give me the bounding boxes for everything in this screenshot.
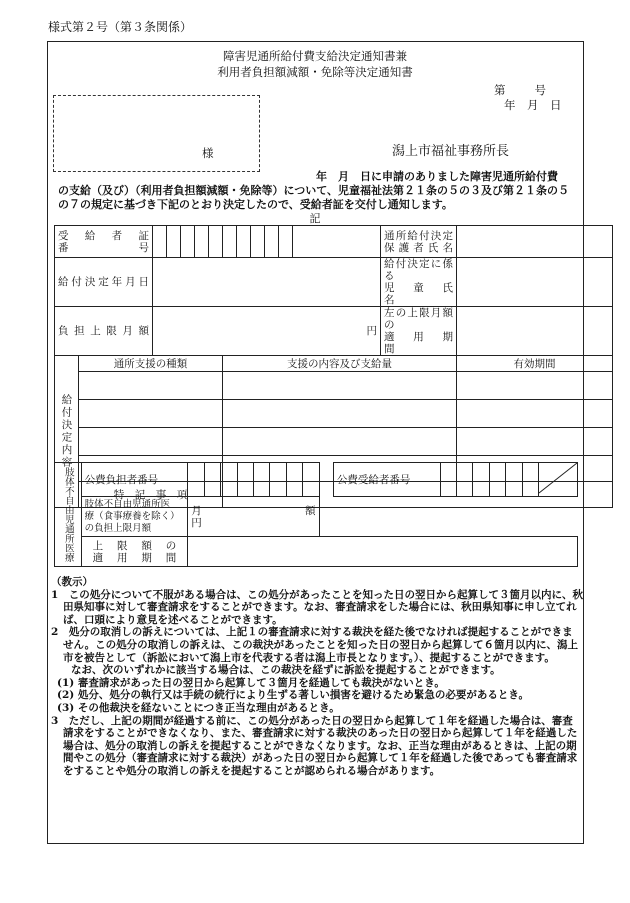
slash-mark (539, 463, 577, 493)
recipient-no-digit[interactable] (237, 226, 251, 258)
decision-date-label: 給付決定年月日 (55, 258, 153, 307)
recipient-address-box (53, 95, 260, 172)
instructions-heading: （教示） (51, 576, 93, 588)
service-type-cell[interactable] (79, 372, 223, 400)
service-amount-cell[interactable] (223, 372, 457, 400)
instruction-2-item-3: (3) その他裁決を経ないことにつき正当な理由があるとき。 (57, 701, 340, 714)
instructions (51, 576, 583, 778)
col-service-type: 通所支援の種類 (79, 356, 223, 372)
table-blank (319, 497, 577, 537)
valid-period-cell[interactable] (457, 372, 613, 400)
medical-care-label: 肢体不自由児通所医療 (55, 463, 82, 567)
benefit-content-label: 給付決定内容 (55, 356, 79, 508)
instruction-2: 2 処分の取消しの訴えについては、上記１の審査請求に対する裁決を経た後でなければ提起することができません。この処分の取消しの訴えは、この裁決があったことを知った日の翌日から起算して６箇月以内に、潟上市を被告として（訴訟において潟上市を代表する者は潟上市長となります。）、提起することができます。 (51, 626, 579, 664)
recipient-suffix: 様 (202, 146, 214, 160)
instruction-2-item-2: (2) 処分、処分の執行又は手続の続行により生ずる著しい損害を避けるため緊急の必要があるとき。 (57, 689, 529, 702)
medical-table (54, 462, 578, 567)
amount-label: 額 (305, 504, 316, 517)
sender-name: 潟上市福祉事務所長 (392, 144, 510, 159)
recipient-no-digit[interactable] (265, 226, 279, 258)
document-title: 障害児通所給付費支給決定通知書兼 (223, 49, 407, 63)
payer-no-digit[interactable] (221, 463, 237, 497)
intro-body: の支給（及び）（利用者負担額減額・免除等）について、児童福祉法第２１条の５の３及び第２１条の５の７の規定に基づき下記のとおり決定したので、受給者証を交付し通知します。 (58, 184, 570, 211)
limit-amount-field[interactable]: 円 (153, 307, 381, 356)
recipient-no-digit[interactable] (181, 226, 195, 258)
service-amount-cell[interactable] (223, 400, 457, 428)
decision-date-field[interactable] (153, 258, 381, 307)
medical-period-field[interactable] (188, 537, 578, 567)
public-recipient-no-digit[interactable] (489, 463, 505, 497)
child-name-field[interactable] (457, 258, 613, 307)
recipient-no-digit[interactable] (153, 226, 167, 258)
limit-period-label: 左の上限月額の 適 用 期 間 (381, 307, 457, 356)
medical-limit-label: 肢体不自由児通所医 療（食事療養を除く） の負担上限月額 (81, 497, 188, 537)
payer-no-digit[interactable] (270, 463, 286, 497)
payer-no-digit[interactable] (286, 463, 302, 497)
limit-period-field[interactable] (457, 307, 613, 356)
yen-label: 円 (191, 516, 202, 529)
service-type-cell[interactable] (79, 428, 223, 456)
public-recipient-no-digit[interactable] (522, 463, 538, 497)
recipient-no-digit[interactable] (279, 226, 293, 258)
document-subtitle: 利用者負担額減額・免除等決定通知書 (217, 65, 413, 79)
medical-period-label: 上 限 額 の 適 用 期 間 (81, 537, 188, 567)
table-gap (319, 463, 333, 497)
instruction-1: 1 この処分について不服がある場合は、この処分があったことを知った日の翌日から起算して３箇月以内に、秋田県知事に対して審査請求をすることができます。なお、審査請求をした場合には、秋田県知事に申し立てれば、口頭により意見を述べることができます。 (51, 588, 583, 626)
public-recipient-no-label: 公費受給者番号 (333, 463, 440, 497)
service-amount-cell[interactable] (223, 428, 457, 456)
recipient-no-digit[interactable] (167, 226, 181, 258)
col-valid-period: 有効期間 (457, 356, 613, 372)
col-service-amount: 支援の内容及び支給量 (223, 356, 457, 372)
recipient-no-digit[interactable] (223, 226, 237, 258)
valid-period-cell[interactable] (457, 400, 613, 428)
ki-heading: 記 (309, 212, 321, 225)
instruction-2-item-1: (1) 審査請求があった日の翌日から起算して３箇月を経過しても裁決がないとき。 (57, 676, 445, 689)
payer-no-digit[interactable] (237, 463, 253, 497)
public-recipient-no-digit[interactable] (506, 463, 522, 497)
intro-text (58, 170, 580, 212)
instruction-3: 3 ただし、上記の期間が経過する前に、この処分があった日の翌日から起算して１年を経過した場合は、審査請求をすることができなくなり、また、審査請求に対する裁決のあった日の翌日から起算して１年を経過した場合は、処分の取消しの訴えを提起することができなくなります。なお、正当な理由があるときは、上記の期間やこの処分（審査請求に対する裁決）があった日の翌日から起算して１年を経過した後であっても審査請求をすることや処分の取消しの訴えを提起することが認められる場合があります。 (51, 714, 578, 777)
recipient-no-digit[interactable] (195, 226, 209, 258)
recipient-no-spacer (293, 226, 381, 258)
limit-amount-label: 負担上限月額 (55, 307, 153, 356)
document-date: 年 月 日 (504, 98, 562, 112)
public-recipient-no-digit[interactable] (473, 463, 489, 497)
medical-limit-field[interactable] (188, 497, 319, 537)
public-recipient-no-digit[interactable] (456, 463, 472, 497)
payer-no-digit[interactable] (303, 463, 319, 497)
payer-no-digit[interactable] (204, 463, 220, 497)
recipient-no-digit[interactable] (209, 226, 223, 258)
remarks-label: 特 記 事 項 (79, 482, 223, 508)
recipient-no-digit[interactable] (251, 226, 265, 258)
guardian-name-label: 通所給付決定 保護者氏名 (381, 226, 457, 258)
public-recipient-no-digit-slashed[interactable] (538, 463, 577, 497)
month-label: 月 (191, 504, 202, 517)
child-name-label: 給付決定に係る 児 童 氏 名 (381, 258, 457, 307)
valid-period-cell[interactable] (457, 428, 613, 456)
service-type-cell[interactable] (79, 400, 223, 428)
guardian-name-field[interactable] (457, 226, 613, 258)
document-number: 第 号 (494, 83, 548, 97)
instruction-2-note: なお、次のいずれかに該当する場合は、この裁決を経ずに訴訟を提起することができます。 (71, 664, 501, 677)
public-recipient-no-digit[interactable] (440, 463, 456, 497)
payer-no-digit[interactable] (188, 463, 204, 497)
form-number-label: 様式第２号（第３条関係） (48, 20, 193, 34)
intro-date: 年 月 日に申請のありました障害児通所給付費 (316, 170, 558, 183)
payer-no-label: 公費負担者番号 (81, 463, 188, 497)
recipient-no-label: 受 給 者 証 番 号 (55, 226, 153, 258)
payer-no-digit[interactable] (253, 463, 269, 497)
